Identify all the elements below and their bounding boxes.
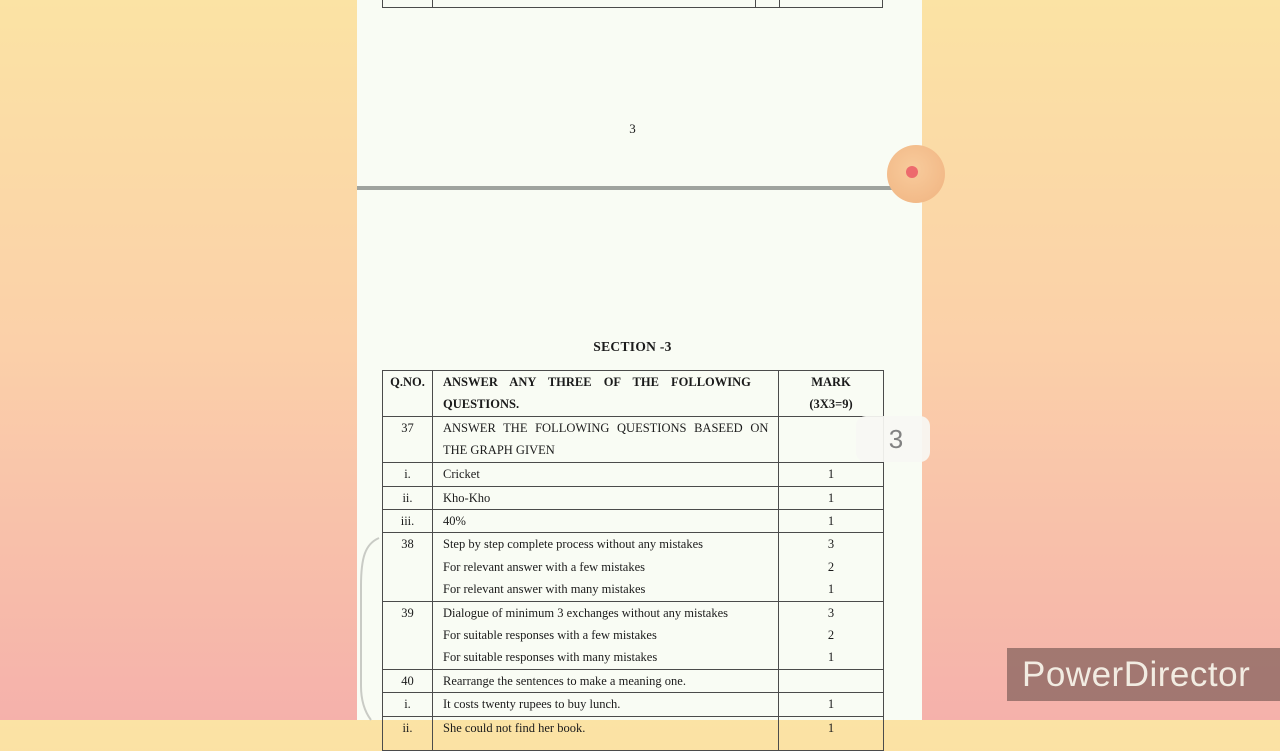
header-desc-line1: ANSWER ANY THREE OF THE FOLLOWING (443, 375, 751, 389)
mark-cell: 1 (827, 466, 835, 481)
prev-page-table-fragment (382, 0, 883, 8)
mark-cell: 3 (827, 537, 835, 552)
document-page (357, 0, 922, 736)
table-header-row (383, 371, 884, 417)
page-curl-line (357, 536, 385, 720)
desc-line: ANSWER THE FOLLOWING QUESTIONS BASEED ON (443, 420, 769, 435)
qno-cell: 39 (401, 605, 414, 620)
qno-cell: iii. (400, 514, 415, 529)
table-row (383, 693, 884, 717)
table-row (383, 486, 884, 509)
page-separator (357, 186, 922, 190)
qno-cell: i. (404, 697, 411, 712)
watermark-band (1007, 648, 1280, 701)
desc-line: For relevant answer with many mistakes (443, 582, 646, 597)
qno-cell: i. (404, 466, 411, 481)
table-fragment-divider (779, 0, 780, 7)
desc-line: Cricket (443, 466, 480, 481)
table-fragment-divider (432, 0, 433, 7)
table-row (383, 717, 884, 751)
desc-line: 40% (443, 514, 466, 529)
desc-line: Rearrange the sentences to make a meaning one. (443, 673, 686, 688)
mark-cell: 1 (827, 697, 835, 712)
table-row (383, 669, 884, 692)
mark-cell: 1 (827, 514, 835, 529)
desc-line: Step by step complete process without any mistakes (443, 537, 704, 552)
desc-line: Dialogue of minimum 3 exchanges without any mistakes (443, 605, 729, 620)
desc-line: THE GRAPH GIVEN (443, 443, 555, 458)
page-number: 3 (629, 121, 636, 136)
desc-line: For suitable responses with a few mistakes (443, 628, 657, 643)
desc-line: For suitable responses with many mistakes (443, 650, 658, 665)
header-mark-line2: (3X3=9) (809, 397, 853, 412)
desc-line: Kho-Kho (443, 490, 491, 505)
qno-cell: 40 (401, 673, 414, 688)
mark-cell: 3 (827, 605, 835, 620)
table-row (383, 510, 884, 533)
qno-cell: 38 (401, 537, 414, 552)
record-dot-icon (906, 166, 918, 178)
watermark-text: PowerDirector (1022, 654, 1251, 694)
table-fragment-divider (755, 0, 756, 7)
table-row (383, 533, 884, 601)
header-qno: Q.NO. (390, 375, 425, 389)
header-desc-line2: QUESTIONS. (443, 397, 520, 412)
desc-line: It costs twenty rupees to buy lunch. (443, 697, 621, 712)
mark-cell: 1 (827, 582, 835, 597)
table-row (383, 601, 884, 669)
mark-cell: 2 (827, 559, 835, 574)
desc-line: For relevant answer with a few mistakes (443, 559, 646, 574)
qno-cell: ii. (402, 490, 413, 505)
section-heading: SECTION -3 (593, 339, 672, 354)
qno-cell: 37 (401, 420, 414, 435)
header-mark-line1: MARK (811, 375, 851, 389)
mark-cell: 1 (827, 650, 835, 665)
scroll-page-badge[interactable]: 3 (856, 416, 930, 462)
marks-table (382, 370, 884, 751)
table-row (383, 416, 884, 462)
mark-cell: 1 (827, 721, 835, 736)
mark-cell: 1 (827, 490, 835, 505)
mark-cell: 2 (827, 628, 835, 643)
record-button[interactable] (887, 145, 945, 203)
table-row (383, 462, 884, 486)
qno-cell: ii. (402, 721, 413, 736)
desc-line: She could not find her book. (443, 721, 586, 736)
